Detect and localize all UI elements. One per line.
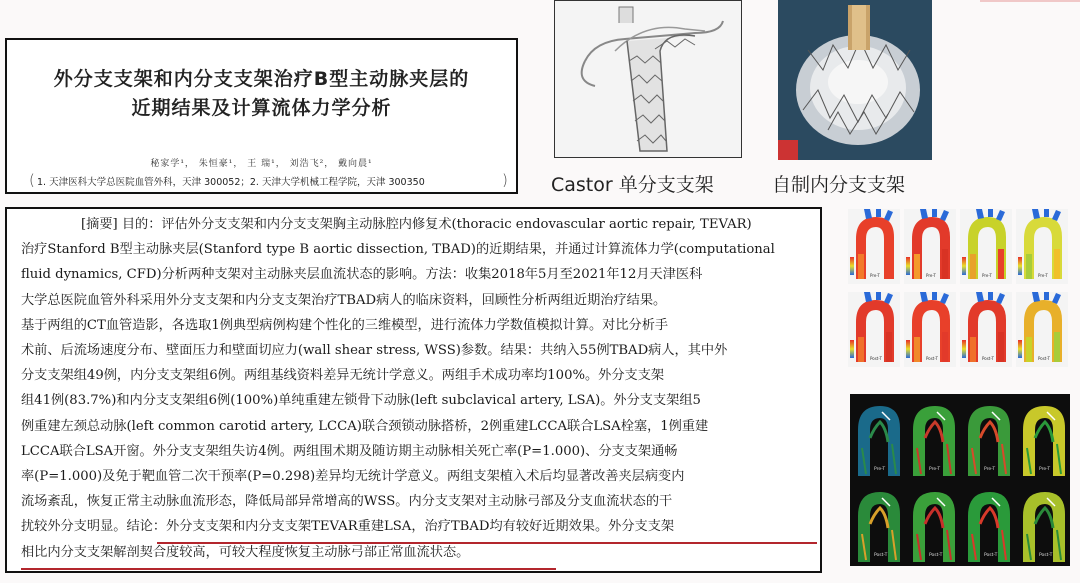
cfd-aorta-panel — [960, 209, 1012, 284]
open-paren-glyph: ( — [29, 171, 35, 189]
cfd-aorta-panel — [848, 292, 900, 367]
abstract-line: 基于两组的CT血管造影，各选取1例典型病例构建个性化的三维模型，进行流体力学数值模拟计算。对比分析手 — [21, 317, 669, 333]
svg-text:Post-T: Post-T — [929, 553, 943, 558]
cfd-aorta-panel — [1016, 209, 1068, 284]
author-list: 秘家学¹， 朱恒豪¹， 王 瑞¹， 刘浩飞²， 戴向晨¹ — [150, 159, 373, 169]
cfd-aorta-panel — [904, 292, 956, 367]
svg-text:Post-T: Post-T — [984, 553, 998, 558]
cfd-streamline-panel — [907, 484, 959, 566]
svg-text:Pre-T: Pre-T — [1038, 273, 1048, 278]
castor-stent-image — [554, 0, 742, 158]
conclusion-underline-2 — [21, 568, 556, 570]
abstract-line: 术前、后流场速度分布、壁面压力和壁面切应力(wall shear stress, WSS)参数。结果：共纳入55例TBAD病人，其中外 — [21, 343, 728, 358]
cfd-pressure-figure — [848, 209, 1070, 371]
svg-text:Pre-T: Pre-T — [874, 467, 886, 472]
conclusion-underline-1 — [157, 542, 817, 544]
cfd-streamline-panel — [907, 398, 959, 480]
svg-text:Post-T: Post-T — [870, 356, 882, 361]
cfd-streamline-panel — [852, 398, 904, 480]
cfd-aorta-panel — [1016, 292, 1068, 367]
abstract-line: 相比内分支支架解剖契合度较高，可较大程度恢复主动脉弓部正常血流状态。 — [21, 544, 470, 560]
castor-caption: Castor 单分支支架 — [551, 174, 714, 196]
abstract-line: 治疗Stanford B型主动脉夹层(Stanford type B aortic dissection, TBAD)的近期结果，并通过计算流体力学(computational — [21, 242, 775, 258]
svg-text:Pre-T: Pre-T — [926, 273, 936, 278]
abstract-line: 例重建左颈总动脉(left common carotid artery, LCCA)联合颈锁动脉搭桥，2例重建LCCA联合LSA栓塞，1例重建 — [21, 418, 709, 434]
abstract-line: 组41例(83.7%)和内分支支架组6例(100%)单纯重建左锁骨下动脉(left subclavical artery, LSA)。外分支支架组5 — [21, 393, 701, 409]
cfd-streamline-panel — [962, 484, 1014, 566]
cfd-aorta-panel — [904, 209, 956, 284]
inner-stent-caption: 自制内分支支架 — [772, 174, 906, 196]
cfd-streamline-panel — [852, 484, 904, 566]
paper-title-line-2: 近期结果及计算流体力学分析 — [131, 97, 392, 119]
abstract-line: 率(P=1.000)及免于靶血管二次干预率(P=0.298)差异均无统计学意义。两组支架植入术后均显著改善夹层病变内 — [21, 469, 685, 484]
cfd-streamline-figure — [850, 394, 1070, 566]
abstract-line: 分支支架组49例，内分支支架组6例。两组基线资料差异无统计学意义。两组手术成功率均100%。外分支支架 — [21, 368, 665, 384]
abstract-line: [摘要] 目的：评估外分支支架和内分支支架胸主动脉腔内修复术(thoracic endovascular aortic repair, TEVAR) — [81, 217, 752, 232]
svg-text:Post-T: Post-T — [1038, 356, 1050, 361]
affiliation-text: 1. 天津医科大学总医院血管外科，天津 300052；2. 天津大学机械工程学院，天津 300350 — [37, 177, 425, 188]
svg-text:Post-T: Post-T — [1039, 553, 1053, 558]
cfd-aorta-panel — [960, 292, 1012, 367]
inner-branch-stent-image — [778, 0, 932, 160]
top-accent-line — [980, 0, 1080, 2]
abstract-line: fluid dynamics, CFD)分析两种支架对主动脉夹层血流状态的影响。方法：收集2018年5月至2021年12月天津医科 — [21, 267, 703, 283]
abstract-box — [5, 207, 822, 573]
svg-text:Post-T: Post-T — [982, 356, 994, 361]
affiliation-line — [29, 171, 508, 189]
cfd-streamline-panel — [1017, 484, 1069, 566]
svg-text:Post-T: Post-T — [926, 356, 938, 361]
cfd-streamline-panel — [1017, 398, 1069, 480]
svg-text:Pre-T: Pre-T — [929, 467, 941, 472]
svg-text:Pre-T: Pre-T — [982, 273, 992, 278]
abstract-line: LCCA联合LSA开窗。外分支支架组失访4例。两组围术期及随访期主动脉相关死亡率(P=1.000)、分支支架通畅 — [21, 443, 678, 459]
abstract-line: 扰较外分支明显。结论：外分支支架和内分支支架TEVAR重建LSA，治疗TBAD均有较好近期效果。外分支支架 — [21, 519, 675, 535]
close-paren-glyph: ) — [502, 171, 508, 189]
abstract-line: 流场紊乱，恢复正常主动脉血流形态，降低局部异常增高的WSS。内分支支架对主动脉弓部及分支血流状态的干 — [21, 494, 673, 510]
paper-title-box — [5, 38, 518, 194]
svg-text:Pre-T: Pre-T — [1039, 467, 1051, 472]
abstract-line: 大学总医院血管外科采用外分支支架和内分支支架治疗TBAD病人的临床资料，回顾性分析两组近期治疗结果。 — [21, 292, 667, 308]
paper-title-line-1: 外分支支架和内分支支架治疗B型主动脉夹层的 — [53, 68, 470, 90]
svg-text:Pre-T: Pre-T — [984, 467, 996, 472]
cfd-streamline-panel — [962, 398, 1014, 480]
svg-text:Post-T: Post-T — [874, 553, 888, 558]
svg-text:Pre-T: Pre-T — [870, 273, 880, 278]
cfd-aorta-panel — [848, 209, 900, 284]
